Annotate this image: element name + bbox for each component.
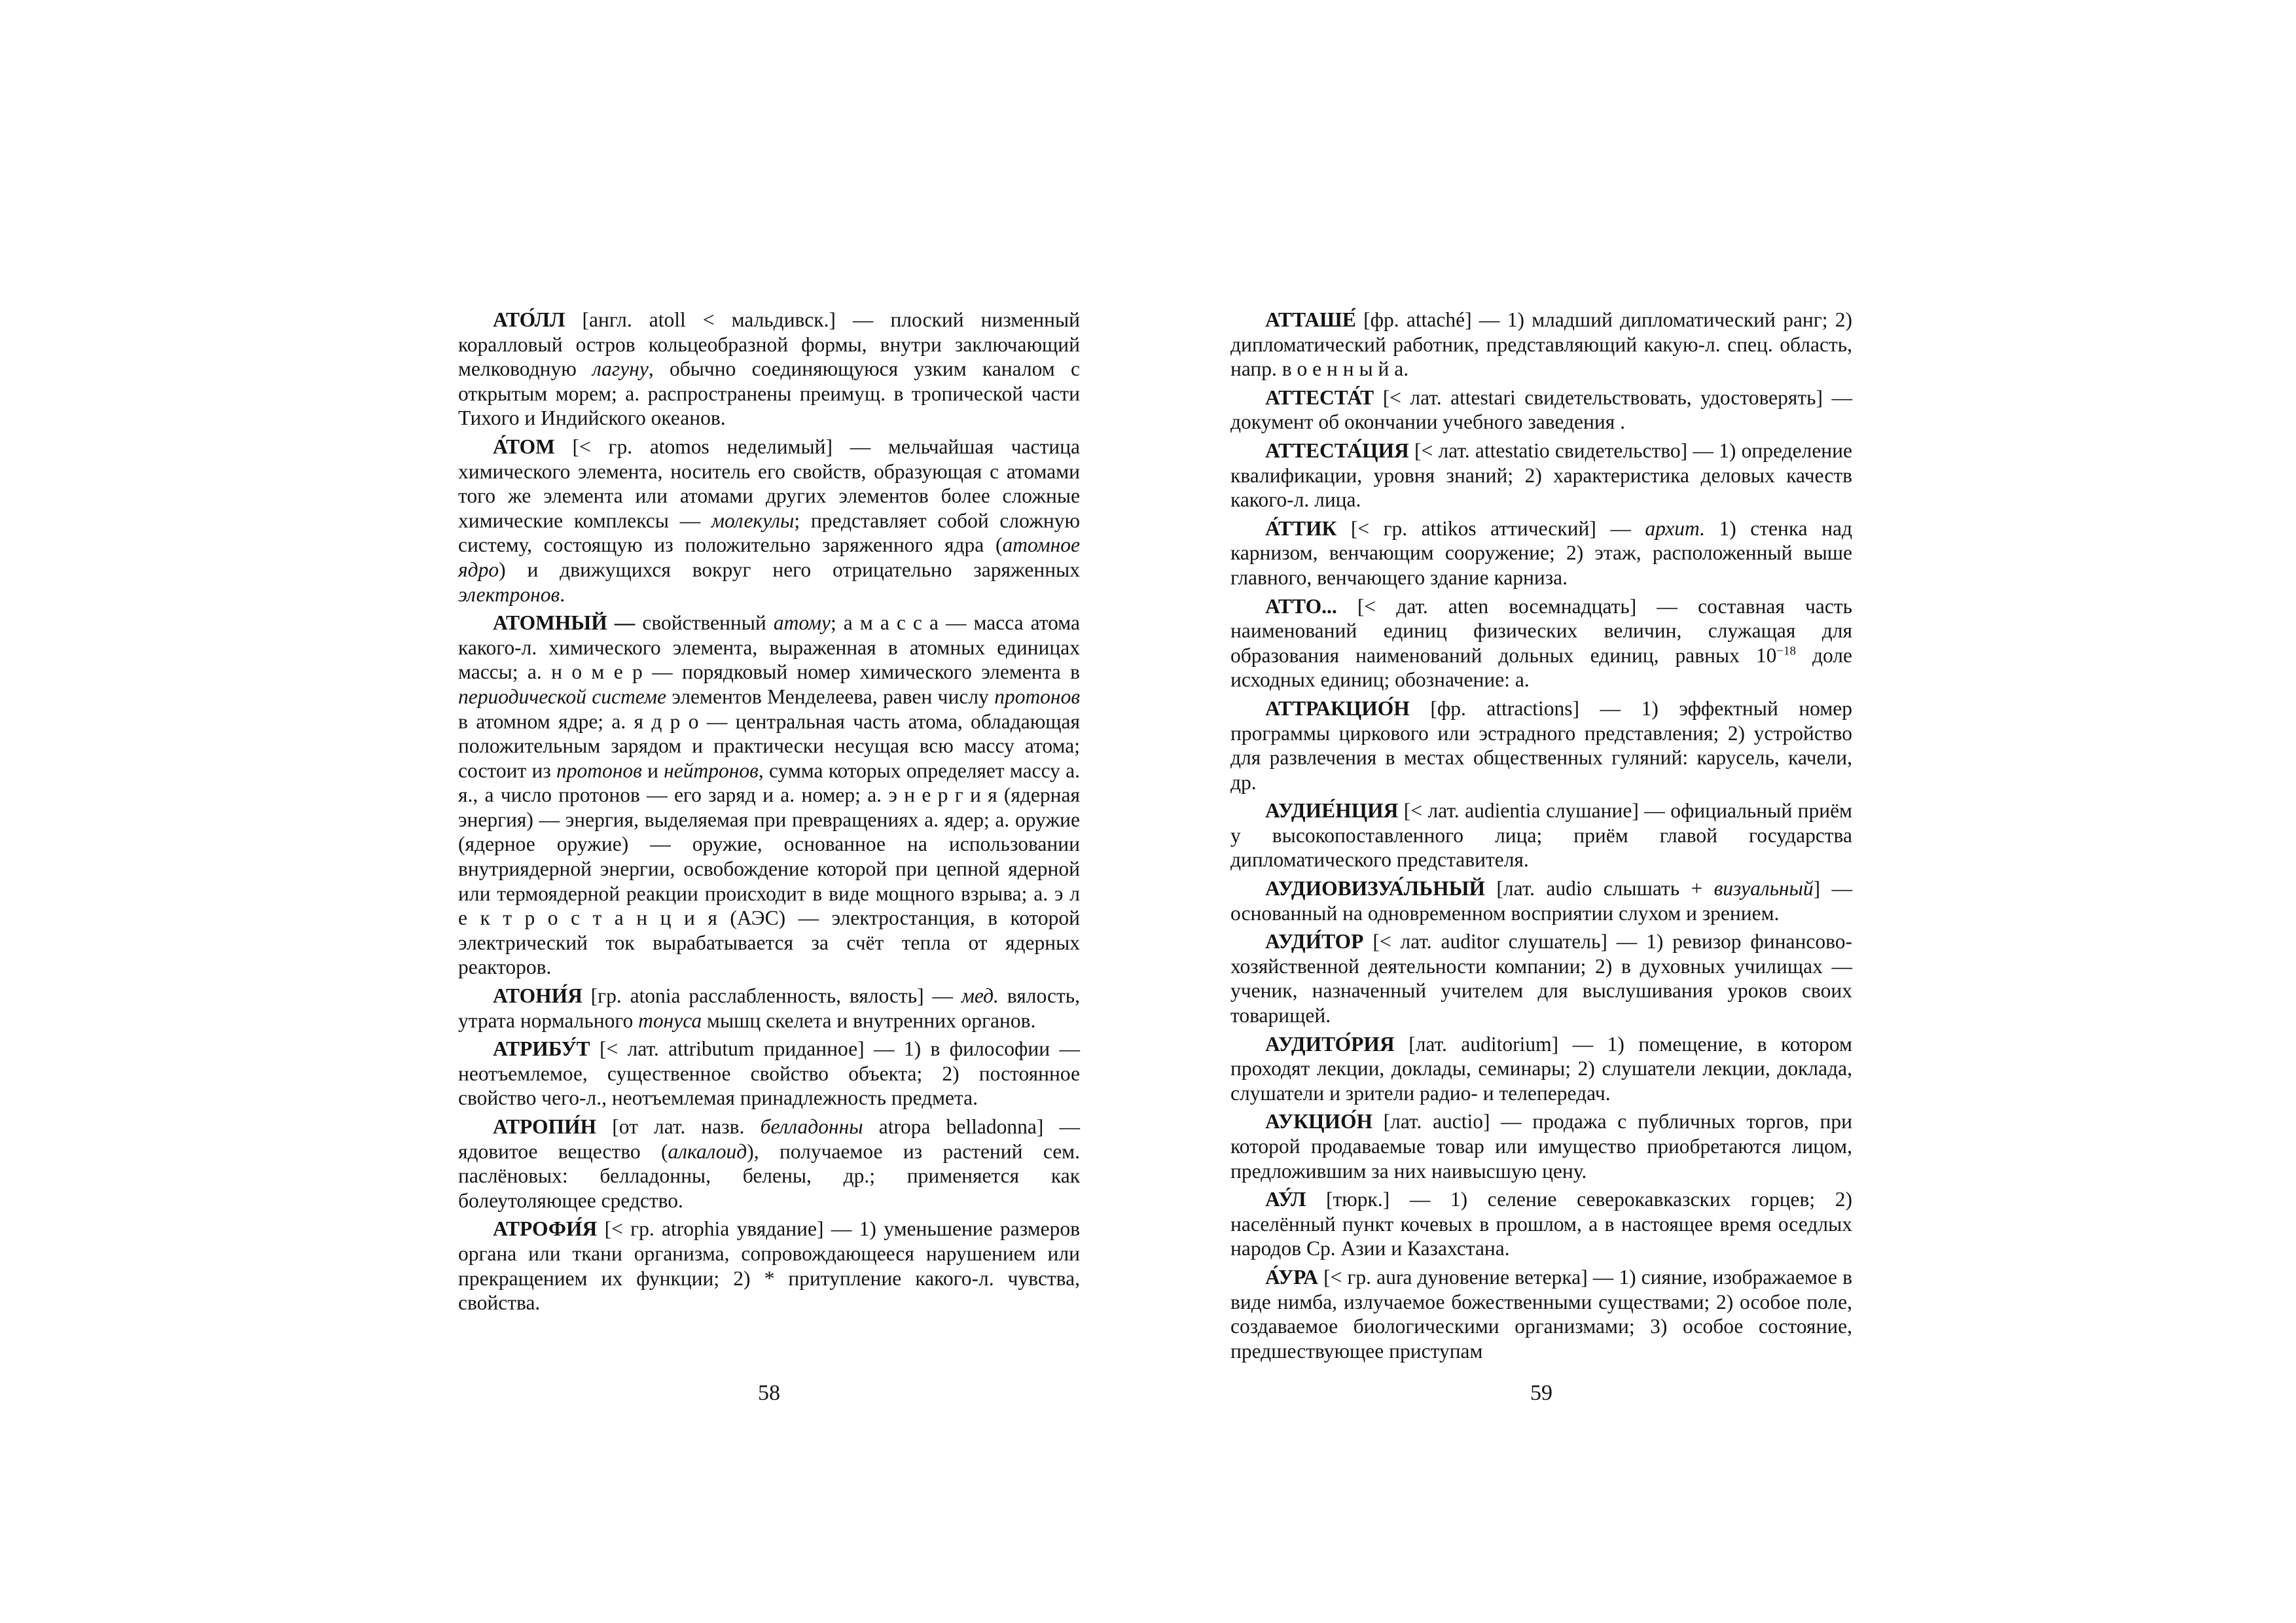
left-page [458, 308, 1081, 1405]
definition-text: доле исходных единиц; обозначение: а. [1230, 643, 1852, 692]
dictionary-entry [1230, 594, 1852, 692]
headword: АТТЕСТА́ЦИЯ [1265, 438, 1409, 462]
definition-text: ; представляет собой сложную систему, состоящую из положительно заряженного ядра ( [458, 508, 1080, 557]
dictionary-entry [458, 308, 1080, 431]
headword: А́ТОМ [493, 435, 555, 458]
italic-term: атомное ядро [458, 533, 1080, 581]
dictionary-entry [1230, 438, 1852, 512]
definition-text: [лат. auditorium] — 1) помещение, в котором проходят лекции, доклады, семинары; 2) слушатели лекции, доклада, слушатели и зрители радио- и телепередач. [1230, 1032, 1852, 1105]
italic-term: тонуса [638, 1008, 702, 1032]
definition-text: [< дат. atten восемнадцать] — составная часть наименований единиц физических величин, служащая для образования наименований дольных единиц, равных 10 [1230, 594, 1852, 667]
headword: АТРИБУ́Т [493, 1037, 590, 1061]
headword: АТТАШЕ́ [1265, 308, 1356, 331]
right-page-text [1230, 308, 1852, 1363]
superscript: −18 [1776, 644, 1796, 658]
headword: АТРОПИ́Н [493, 1115, 597, 1138]
definition-text: [< лат. auditor слушатель] — 1) ревизор финансово-хозяйственной деятельности компании; 2) в духовных училищах — ученик, назначенный учителем для выслушивания уроков своих товарищей. [1230, 930, 1852, 1027]
italic-term: архит. [1645, 516, 1705, 540]
italic-term: белладонны [760, 1115, 863, 1138]
definition-text: ), получаемое из растений сем. паслёновых: белладонны, белены, др.; применяется как болеутоляющее средство. [458, 1139, 1080, 1212]
dictionary-entry [1230, 929, 1852, 1027]
definition-text: элементов Менделеева, равен числу [666, 685, 995, 708]
headword: АУДИЕ́НЦИЯ [1265, 799, 1399, 823]
dictionary-entry [1230, 308, 1852, 382]
dictionary-entry [1230, 696, 1852, 794]
dictionary-entry [1230, 798, 1852, 872]
dictionary-entry [1230, 385, 1852, 435]
definition-text: [< гр. attikos аттический] — [1336, 516, 1645, 540]
italic-term: периодической системе [458, 685, 666, 708]
italic-term: визуальный [1713, 877, 1814, 901]
definition-text: [англ. atoll < мальдивск.] — плоский низменный коралловый остров кольцеобразной формы, внутри заключающий мелководную [458, 308, 1080, 381]
headword: АТО́ЛЛ [493, 308, 565, 331]
italic-term: электронов [458, 582, 560, 606]
headword: АУКЦИО́Н [1265, 1110, 1372, 1133]
headword: АУДИ́ТОР [1265, 930, 1364, 954]
headword: АТТЕСТА́Т [1265, 385, 1374, 409]
definition-text: [< гр. atrophia увядание] — 1) уменьшение размеров органа или ткани организма, сопровождающееся нарушением или прекращением их функции; 2) * притупление какого-л. чувства, свойства. [458, 1217, 1080, 1315]
definition-text: [фр. attractions] — 1) эффектный номер программы циркового или эстрадного представления; 2) устройство для развлечения в местах общественных гуляний: карусель, качели, др. [1230, 696, 1852, 794]
definition-text: [гр. atonia расслабленность, вялость] — [582, 984, 961, 1008]
dictionary-entry [1230, 1187, 1852, 1261]
headword: АТТО... [1265, 594, 1337, 618]
dictionary-entry [1230, 516, 1852, 590]
definition-text: и [641, 758, 664, 782]
headword: АУ́Л [1265, 1188, 1306, 1211]
definition-text: [фр. attaché] — 1) младший дипломатический ранг; 2) дипломатический работник, представляющий какую-л. спец. область, напр. в о е н н ы й а. [1230, 308, 1852, 381]
headword: АУДИТО́РИЯ [1265, 1032, 1395, 1056]
definition-text: [от лат. назв. [596, 1115, 761, 1138]
italic-term: молекулы [711, 508, 795, 532]
definition-text: [< лат. audientia слушание] — официальный приём у высокопоставленного лица; приём главой государства дипломатического представителя. [1230, 799, 1852, 872]
dictionary-entry [458, 1037, 1080, 1111]
dictionary-entry [1230, 876, 1852, 925]
italic-term: атому [773, 611, 831, 635]
page-number-left: 58 [758, 1381, 780, 1405]
headword: АТРОФИ́Я [493, 1217, 598, 1241]
definition-text: [< лат. attributum приданное] — 1) в философии — неотъемлемое, существенное свойство объекта; 2) постоянное свойство чего-л., неотъемлемая принадлежность предмета. [458, 1037, 1080, 1110]
definition-text: в атомном ядре; а. я д р о — центральная часть атома, обладающая положительным зарядом и практически несущая всю массу атома; состоит из [458, 709, 1080, 782]
definition-text: вялость, утрата нормального [458, 984, 1080, 1032]
italic-term: нейтронов [664, 758, 759, 782]
italic-term: протонов [994, 685, 1080, 708]
right-page [1230, 308, 1852, 1405]
definition-text: [тюрк.] — 1) селение северокавказских горцев; 2) населённый пункт кочевых в прошлом, а в настоящее время оседлых народов Ср. Азии и Казахстана. [1230, 1188, 1852, 1260]
definition-text: ] — основанный на одновременном восприятии слухом и зрением. [1230, 877, 1852, 925]
definition-text: [< лат. attestari свидетельствовать, удостоверять] — документ об окончании учебного заведения . [1230, 385, 1852, 434]
dictionary-entry [458, 984, 1080, 1033]
definition-text: , обычно соединяющуюся узким каналом с открытым морем; а. распространены преимущ. в тропической части Тихого и Индийского океанов. [458, 357, 1080, 430]
definition-text: ; а м а с с а — масса атома какого-л. химического элемента, выраженная в атомных единицах массы; а. н о м е р — порядковый номер химического элемента в [458, 611, 1080, 684]
page-number-right: 59 [1530, 1381, 1552, 1405]
definition-text: , сумма которых определяет массу а. я., а число протонов — его заряд и а. номер; а. э н е р г и я (ядерная энергия) — энергия, выделяемая при превращениях а. ядер; а. оружие (ядерное оружие) — оружие, основанное на использовании внутриядерной энергии, освобождение которой при цепной ядерной или термоядерной реакции происходит в виде мощного взрыва; а. э л е к т р о с т а н ц и я (АЭС) — электростанция, в которой электрический ток вырабатывается за счёт тепла от ядерных реакторов. [458, 758, 1081, 979]
dictionary-entry [458, 1217, 1080, 1315]
italic-term: протонов [556, 758, 642, 782]
dictionary-entry [458, 611, 1080, 980]
dictionary-entry [1230, 1265, 1852, 1363]
definition-text: [лат. audio слышать + [1485, 877, 1714, 901]
headword: АТОМНЫЙ — [493, 611, 636, 635]
headword: АУДИОВИЗУА́ЛЬНЫЙ [1265, 877, 1486, 901]
definition-text: [лат. auctio] — продажа с публичных торгов, при которой продаваемые товар или имущество приобретаются лицом, предложившим за них наивысшую цену. [1230, 1110, 1852, 1183]
headword: АТОНИ́Я [493, 984, 583, 1008]
definition-text: 1) стенка над карнизом, венчающим сооружение; 2) этаж, расположенный выше главного, венчающего здание карниза. [1230, 516, 1852, 589]
definition-text: [< гр. aura дуновение ветерка] — 1) сияние, изображаемое в виде нимба, излучаемое божественными существами; 2) особое поле, создаваемое биологическими организмами; 3) особое состояние, предшествующее приступам [1230, 1265, 1852, 1363]
definition-text: atropa belladonna] — ядовитое вещество ( [458, 1115, 1080, 1163]
headword: А́УРА [1265, 1265, 1319, 1289]
definition-text: . [560, 582, 565, 606]
dictionary-entry [1230, 1032, 1852, 1106]
dictionary-entry [1230, 1109, 1852, 1183]
headword: АТТРАКЦИО́Н [1265, 696, 1410, 720]
headword: А́ТТИК [1265, 516, 1337, 540]
dictionary-entry [458, 435, 1080, 607]
definition-text: свойственный [635, 611, 774, 635]
left-page-text [458, 308, 1080, 1315]
definition-text: [< лат. attestatio свидетельство] — 1) определение квалификации, уровня знаний; 2) характеристика деловых качеств какого-л. лица. [1230, 438, 1852, 512]
definition-text: [< гр. atomos неделимый] — мельчайшая частица химического элемента, носитель его свойств, образующая с атомами того же элемента или атомами других элементов более сложные химические комплексы — [458, 435, 1080, 532]
italic-term: лагуну [592, 357, 649, 381]
italic-term: алкалоид [668, 1139, 747, 1163]
definition-text: ) и движущихся вокруг него отрицательно заряженных [499, 558, 1080, 581]
dictionary-entry [458, 1115, 1080, 1213]
definition-text: мышц скелета и внутренних органов. [702, 1008, 1036, 1032]
italic-term: мед. [961, 984, 999, 1008]
